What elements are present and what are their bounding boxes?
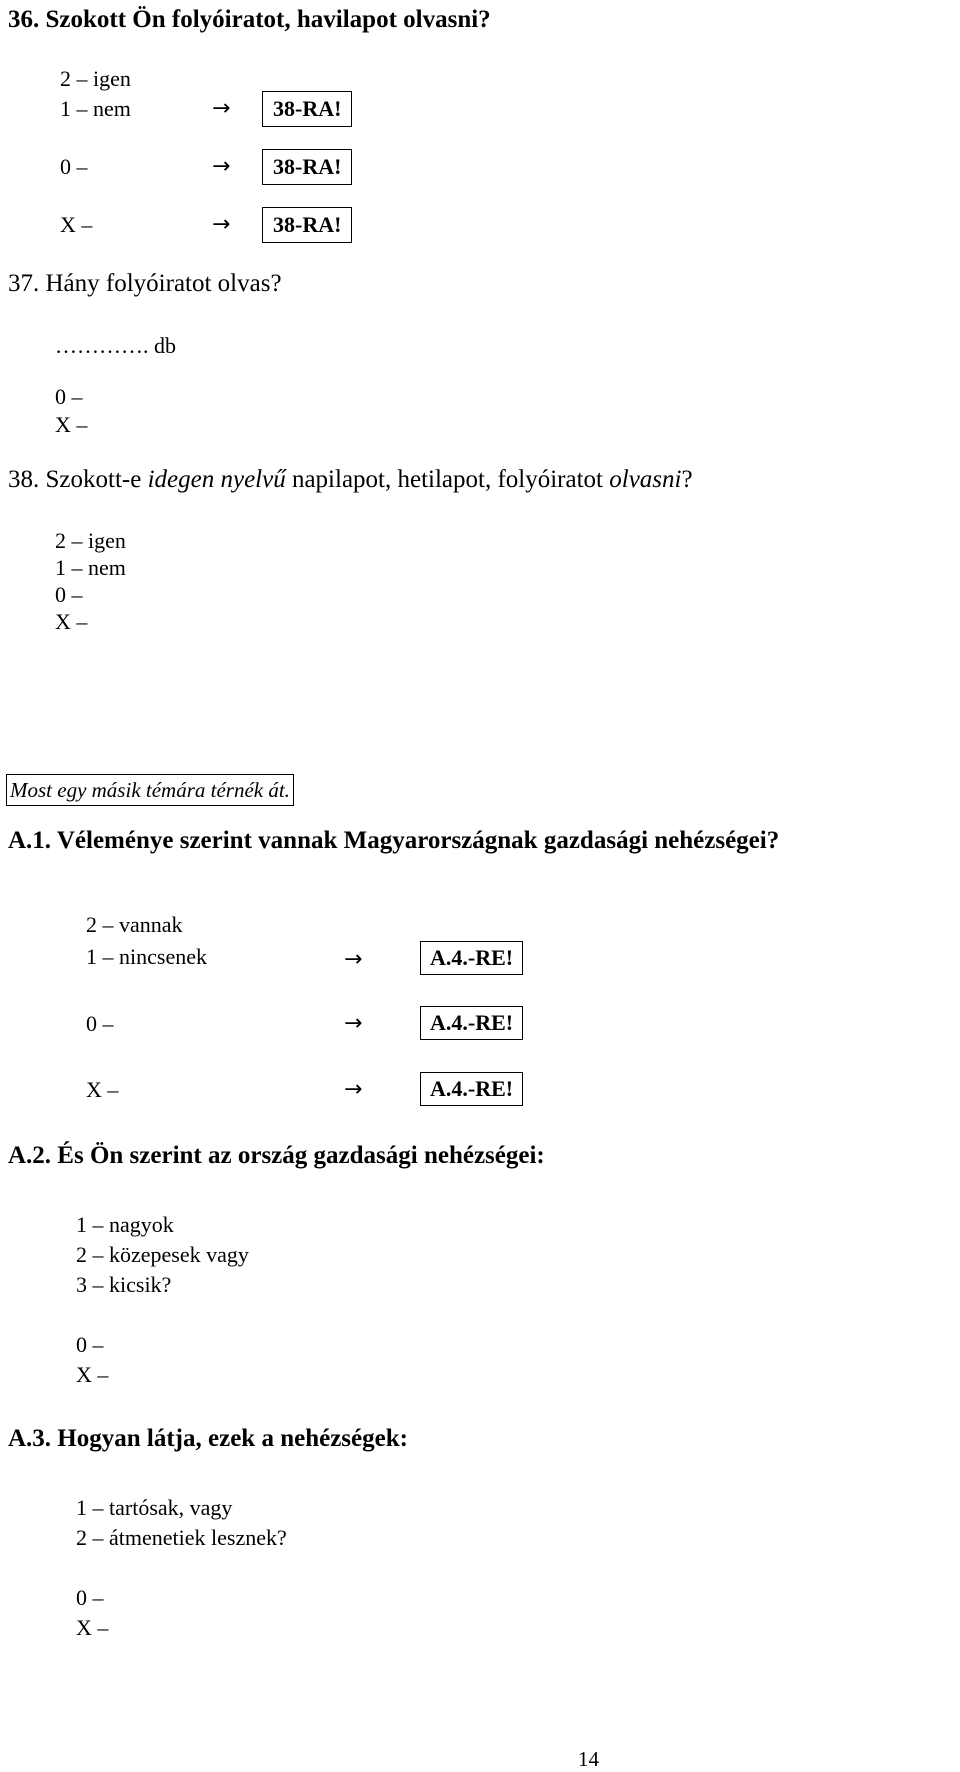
a2-option-0: 0 – (76, 1332, 104, 1357)
q38-title-post: ? (681, 466, 693, 493)
arrow-icon: → (212, 212, 231, 237)
q37-title: 37. Hány folyóiratot olvas? (8, 270, 282, 297)
q38-option-igen: 2 – igen (55, 528, 126, 553)
q38-title-italic-2: olvasni (609, 466, 682, 493)
arrow-icon: → (344, 947, 363, 972)
a1-option-x: X – (86, 1077, 119, 1102)
a1-jump-label: A.4.-RE! (420, 1006, 523, 1040)
q37-count-blank: …………. db (55, 333, 176, 358)
a1-option-vannak: 2 – vannak (86, 912, 183, 937)
q38-option-nem: 1 – nem (55, 555, 126, 580)
arrow-icon: → (212, 154, 231, 179)
a2-option-nagyok: 1 – nagyok (76, 1212, 174, 1237)
q36-jump-label: 38-RA! (262, 207, 352, 243)
transition-note: Most egy másik témára térnék át. (6, 774, 294, 806)
a3-option-atmenetiek: 2 – átmenetiek lesznek? (76, 1525, 287, 1550)
q38-option-0: 0 – (55, 582, 83, 607)
q38-title-italic-1: idegen nyelvű (147, 466, 286, 493)
arrow-icon: → (212, 96, 231, 121)
q38-title-pre: 38. Szokott-e (8, 466, 148, 493)
a3-option-tartosak: 1 – tartósak, vagy (76, 1495, 233, 1520)
page-number: 14 (578, 1747, 599, 1771)
a2-option-kicsik: 3 – kicsik? (76, 1272, 172, 1297)
q36-option-x: X – (60, 212, 93, 237)
q36-option-0: 0 – (60, 154, 88, 179)
q38-title (8, 466, 693, 494)
a2-title: A.2. És Ön szerint az ország gazdasági nehézségei: (8, 1142, 545, 1169)
a3-title: A.3. Hogyan látja, ezek a nehézségek: (8, 1425, 408, 1452)
a1-jump-label: A.4.-RE! (420, 1072, 523, 1106)
a3-option-x: X – (76, 1615, 109, 1640)
a2-option-kozepesek: 2 – közepesek vagy (76, 1242, 249, 1267)
q37-option-0: 0 – (55, 384, 83, 409)
q37-option-x: X – (55, 412, 88, 437)
q36-option-nem: 1 – nem (60, 96, 131, 121)
arrow-icon: → (344, 1077, 363, 1102)
q36-option-igen: 2 – igen (60, 66, 131, 91)
a1-option-nincsenek: 1 – nincsenek (86, 944, 207, 969)
q36-jump-label: 38-RA! (262, 91, 352, 127)
arrow-icon: → (344, 1011, 363, 1036)
a2-option-x: X – (76, 1362, 109, 1387)
q38-title-mid: napilapot, hetilapot, folyóiratot (285, 466, 610, 493)
a1-option-0: 0 – (86, 1011, 114, 1036)
a1-jump-label: A.4.-RE! (420, 941, 523, 975)
q36-title: 36. Szokott Ön folyóiratot, havilapot olvasni? (8, 6, 491, 33)
q38-option-x: X – (55, 609, 88, 634)
q36-jump-label: 38-RA! (262, 149, 352, 185)
a3-option-0: 0 – (76, 1585, 104, 1610)
a1-title: A.1. Véleménye szerint vannak Magyarországnak gazdasági nehézségei? (8, 827, 780, 854)
